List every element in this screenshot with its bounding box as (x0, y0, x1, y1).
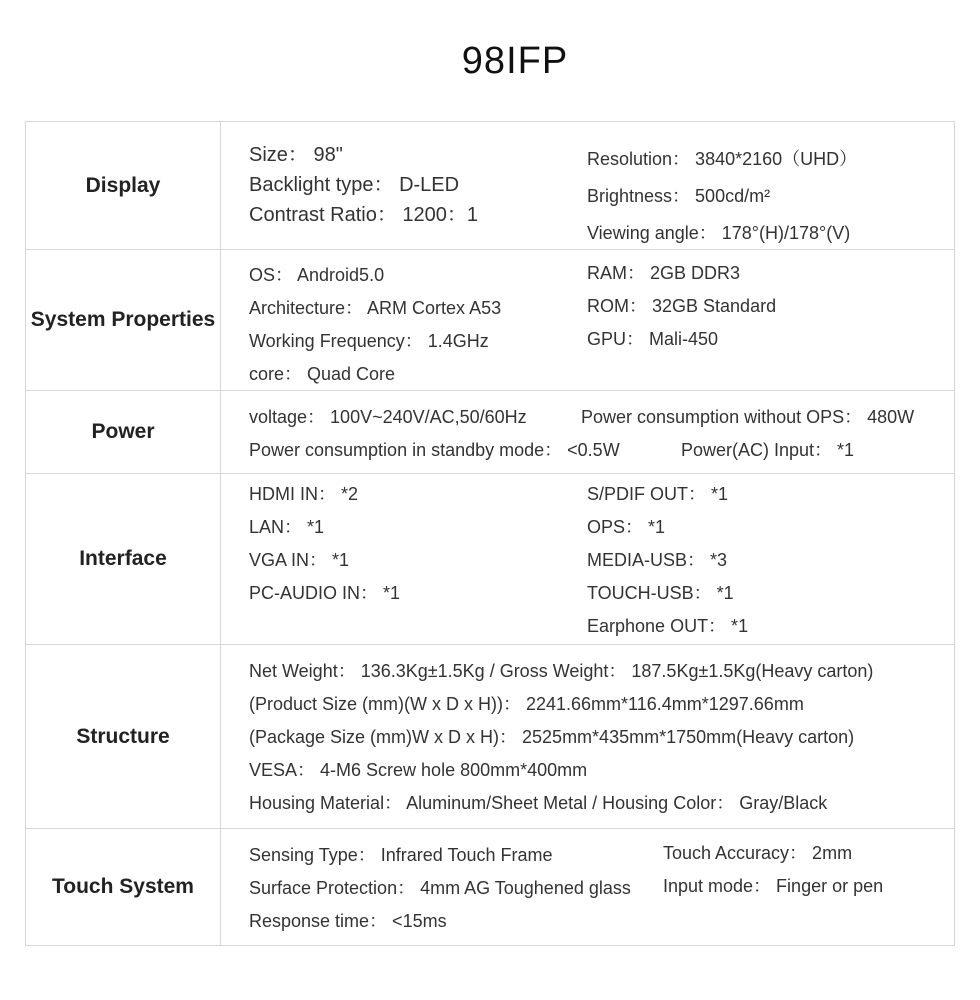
system-left-column (249, 259, 501, 391)
category-system-properties: System Properties (26, 250, 221, 391)
interface-left-column (249, 478, 400, 610)
spec-vesa: VESA： 4-M6 Screw hole 800mm*400mm (249, 760, 588, 780)
spec-resolution: Resolution： 3840*2160（UHD） (587, 149, 858, 169)
spec-size: Size： 98" (249, 144, 343, 166)
interface-right-column (587, 478, 748, 643)
spec-spdif-out: S/PDIF OUT： *1 (587, 484, 729, 504)
spec-sensing-type: Sensing Type： Infrared Touch Frame (249, 845, 553, 865)
touch-specs (221, 829, 955, 946)
spec-housing: Housing Material： Aluminum/Sheet Metal / Housing Color： Gray/Black (249, 793, 828, 813)
spec-touch-usb: TOUCH-USB： *1 (587, 583, 734, 603)
spec-pc-audio-in: PC-AUDIO IN： *1 (249, 583, 401, 603)
spec-earphone-out: Earphone OUT： *1 (587, 616, 749, 636)
spec-power-input: Power(AC) Input： *1 (681, 440, 855, 460)
touch-right-column (663, 837, 883, 903)
spec-brightness: Brightness： 500cd/m² (587, 186, 771, 206)
category-display: Display (26, 122, 221, 250)
spec-working-frequency: Working Frequency： 1.4GHz (249, 331, 489, 351)
spec-product-size: (Product Size (mm)(W x D x H))： 2241.66mm*116.4mm*1297.66mm (249, 694, 804, 714)
structure-column (249, 655, 873, 820)
row-power (26, 391, 955, 474)
display-left-column (249, 140, 478, 230)
spec-standby-power: Power consumption in standby mode： <0.5W (249, 440, 620, 460)
spec-response-time: Response time： <15ms (249, 911, 447, 931)
spec-weight: Net Weight： 136.3Kg±1.5Kg / Gross Weight： 187.5Kg±1.5Kg(Heavy carton) (249, 661, 874, 681)
spec-table (25, 121, 955, 946)
spec-input-mode: Input mode： Finger or pen (663, 876, 884, 896)
row-interface (26, 474, 955, 645)
row-display (26, 122, 955, 250)
spec-ram: RAM： 2GB DDR3 (587, 263, 741, 283)
interface-specs (221, 474, 955, 645)
system-specs (221, 250, 955, 391)
page-title: 98IFP (461, 40, 569, 82)
spec-touch-accuracy: Touch Accuracy： 2mm (663, 843, 853, 863)
row-system-properties (26, 250, 955, 391)
spec-vga-in: VGA IN： *1 (249, 550, 350, 570)
spec-hdmi-in: HDMI IN： *2 (249, 484, 359, 504)
spec-power-consumption: Power consumption without OPS： 480W (581, 407, 915, 427)
structure-specs (221, 645, 955, 829)
spec-package-size: (Package Size (mm)W x D x H)： 2525mm*435mm*1750mm(Heavy carton) (249, 727, 855, 747)
spec-lan: LAN： *1 (249, 517, 325, 537)
row-touch-system (26, 829, 955, 946)
spec-voltage: voltage： 100V~240V/AC,50/60Hz (249, 407, 527, 427)
spec-viewing-angle: Viewing angle： 178°(H)/178°(V) (587, 223, 851, 243)
spec-backlight-type: Backlight type： D-LED (249, 174, 460, 196)
spec-core: core： Quad Core (249, 364, 396, 384)
category-structure: Structure (26, 645, 221, 829)
category-interface: Interface (26, 474, 221, 645)
spec-architecture: Architecture： ARM Cortex A53 (249, 298, 502, 318)
spec-rom: ROM： 32GB Standard (587, 296, 777, 316)
display-right-column (587, 141, 857, 252)
spec-media-usb: MEDIA-USB： *3 (587, 550, 728, 570)
spec-surface-protection: Surface Protection： 4mm AG Toughened glass (249, 878, 631, 898)
category-power: Power (26, 391, 221, 474)
spec-contrast-ratio: Contrast Ratio： 1200：1 (249, 204, 479, 226)
spec-ops: OPS： *1 (587, 517, 666, 537)
row-structure (26, 645, 955, 829)
system-right-column (587, 257, 776, 356)
touch-left-column (249, 839, 631, 938)
power-specs (221, 391, 955, 474)
category-touch-system: Touch System (26, 829, 221, 946)
display-specs (221, 122, 955, 250)
spec-os: OS： Android5.0 (249, 265, 385, 285)
spec-gpu: GPU： Mali-450 (587, 329, 719, 349)
